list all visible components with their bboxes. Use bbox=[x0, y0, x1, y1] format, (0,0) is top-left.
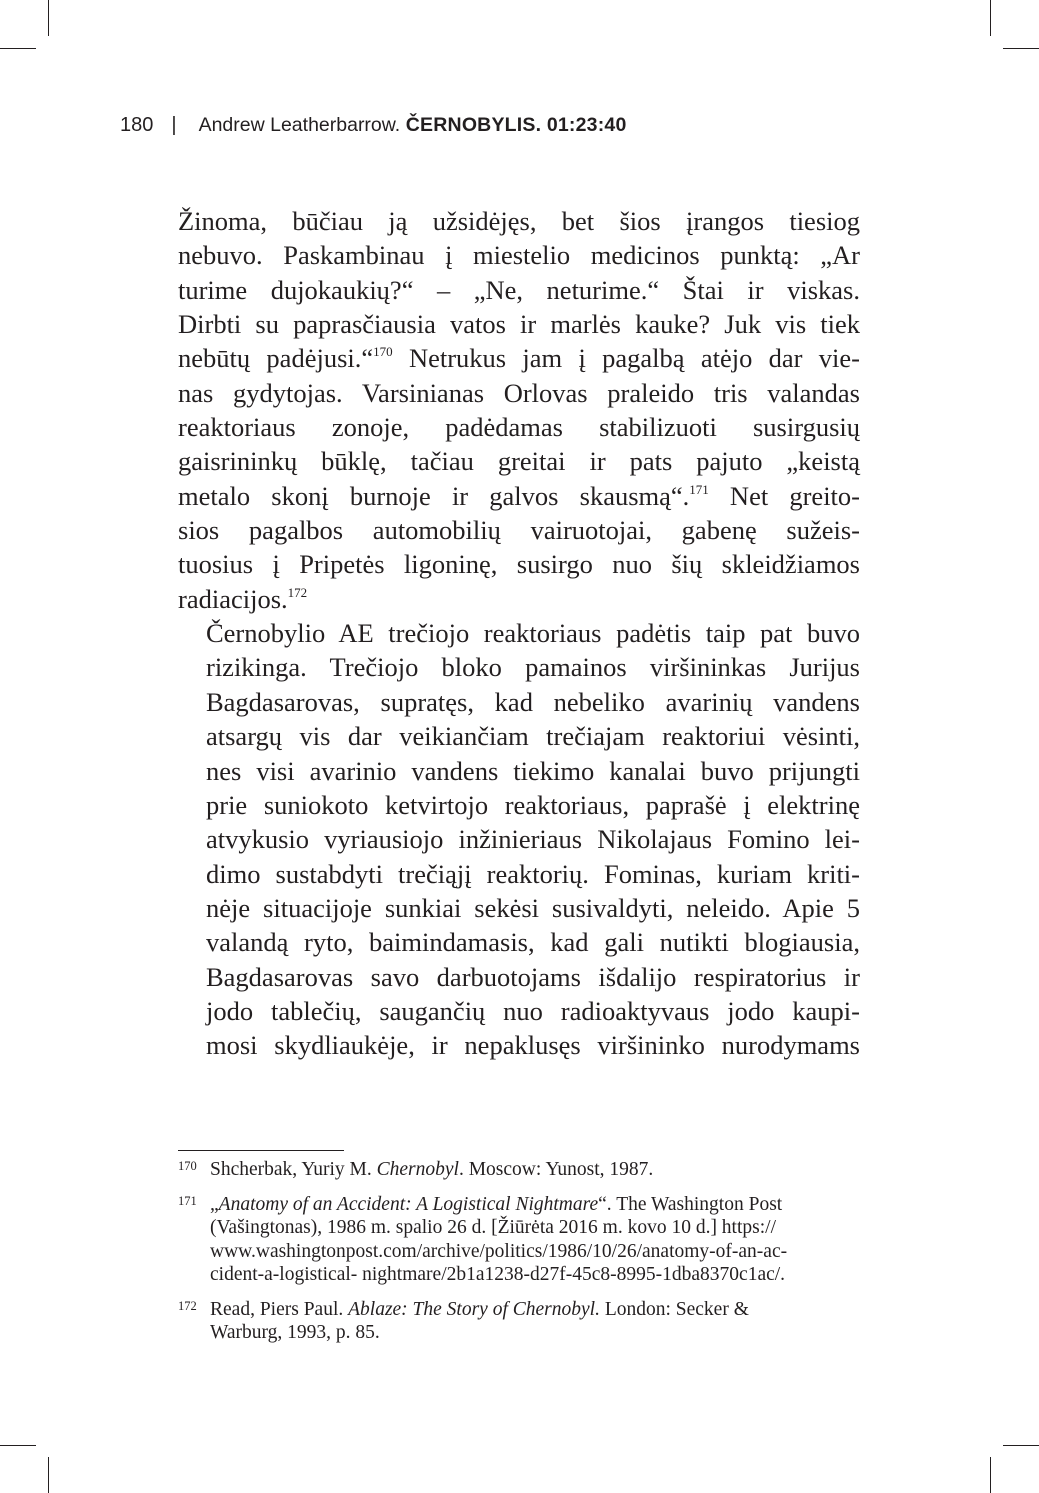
text-line: Dirbti su paprasčiausia vatos ir marlės kauke? Juk vis tiek bbox=[178, 309, 860, 340]
footnote-url-line[interactable]: www.washingtonpost.com/archive/politics/1986/10/26/anatomy-of-an-ac- bbox=[210, 1240, 788, 1262]
header-author: Andrew Leatherbarrow. bbox=[198, 114, 401, 136]
footnote-italic-title: Anatomy of an Accident: A Logistical Nightmare bbox=[218, 1193, 599, 1215]
text-line: turime dujokaukių?“ – „Ne, neturime.“ Štai ir viskas. bbox=[178, 274, 860, 305]
footnote-number: 171 bbox=[178, 1193, 197, 1208]
footnote-text: „ bbox=[210, 1193, 219, 1215]
crop-mark-bottom-right-horizontal bbox=[1003, 1445, 1039, 1446]
text-line: dimo sustabdyti trečiąjį reaktorių. Fominas, kuriam kriti- bbox=[206, 858, 860, 889]
text-line bbox=[178, 479, 860, 513]
text-fragment: nebūtų padėjusi.“ bbox=[178, 343, 374, 374]
text-line: gaisrininkų būklę, tačiau greitai ir pats pajuto „keistą bbox=[178, 446, 860, 477]
footnote-number: 170 bbox=[178, 1159, 197, 1173]
footnote-text: . Moscow: Yunost, 1987. bbox=[458, 1159, 654, 1180]
footnote-171 bbox=[178, 1193, 860, 1287]
text-line: mosi skydliaukėje, ir nepaklusęs viršininko nurodymams bbox=[206, 1030, 860, 1061]
text-fragment: metalo skonį burnoje ir galvos skausmą“. bbox=[178, 480, 690, 511]
footnote-text: Shcherbak, Yuriy M. bbox=[210, 1159, 377, 1180]
footnote-line bbox=[210, 1298, 860, 1322]
text-line bbox=[178, 341, 860, 375]
text-line: reaktoriaus zonoje, padėdamas stabilizuoti susirgusių bbox=[178, 412, 860, 443]
footnote-url-line[interactable]: cident-a-logistical- nightmare/2b1a1238-d27f-45c8-8995-1dba8370c1ac/. bbox=[210, 1264, 786, 1285]
text-line: nas gydytojas. Varsinianas Orlovas praleido tris valandas bbox=[178, 377, 860, 408]
footnote-number: 172 bbox=[178, 1298, 197, 1313]
text-line: Bagdasarovas, supratęs, kad nebeliko avarinių vandens bbox=[206, 686, 860, 717]
text-line: jodo tablečių, saugančių nuo radioaktyvaus jodo kaupi- bbox=[206, 995, 860, 1026]
text-line: nėje situacijoje sunkiai sekėsi susivaldyti, neleido. Apie 5 bbox=[206, 892, 860, 923]
footnote-line: Warburg, 1993, p. 85. bbox=[210, 1322, 380, 1343]
footnote-italic-title: Chernobyl bbox=[376, 1159, 459, 1180]
text-line: atvykusio vyriausiojo inžinieriaus Nikolajaus Fomino lei- bbox=[206, 824, 860, 855]
text-line: sios pagalbos automobilių vairuotojai, gabenę sužeis- bbox=[178, 515, 860, 546]
running-head bbox=[120, 112, 627, 138]
crop-mark-bottom-left-horizontal bbox=[0, 1445, 36, 1446]
crop-mark-top-right-horizontal bbox=[1003, 48, 1039, 49]
text-line: valandą ryto, baimindamasis, kad gali nutikti blogiausia, bbox=[206, 927, 860, 958]
footnote-text: London: Secker & bbox=[599, 1298, 749, 1320]
crop-mark-top-left-vertical bbox=[48, 0, 49, 36]
footnote-172 bbox=[178, 1298, 860, 1345]
header-book-title: ČERNOBYLIS. 01:23:40 bbox=[405, 114, 627, 136]
text-line: nebuvo. Paskambinau į miestelio medicinos punktą: „Ar bbox=[178, 240, 860, 271]
footnotes bbox=[178, 1158, 860, 1356]
footnote-ref-171[interactable]: 171 bbox=[689, 481, 709, 497]
footnote-line bbox=[210, 1158, 860, 1182]
text-line: prie suniokoto ketvirtojo reaktoriaus, paprašė į elektrinę bbox=[206, 789, 860, 820]
page-number: 180 bbox=[120, 114, 154, 136]
text-line: tuosius į Pripetės ligoninę, susirgo nuo šių skleidžiamos bbox=[178, 549, 860, 580]
footnote-170 bbox=[178, 1158, 860, 1182]
crop-mark-bottom-right-vertical bbox=[990, 1457, 991, 1493]
footnote-ref-172[interactable]: 172 bbox=[287, 584, 308, 600]
text-fragment: Netrukus jam į pagalbą atėjo dar vie- bbox=[392, 343, 860, 374]
footnote-italic-title: Ablaze: The Story of Chernobyl. bbox=[348, 1298, 600, 1320]
text-fragment: Net greito- bbox=[708, 480, 860, 511]
text-line: rizikinga. Trečiojo bloko pamainos viršininkas Jurijus bbox=[206, 652, 860, 683]
text-line: Bagdasarovas savo darbuotojams išdalijo respiratorius ir bbox=[206, 961, 860, 992]
text-line bbox=[178, 582, 860, 616]
crop-mark-bottom-left-vertical bbox=[48, 1457, 49, 1493]
footnote-line bbox=[210, 1193, 860, 1217]
text-line: Černobylio AE trečiojo reaktoriaus padėtis taip pat buvo bbox=[206, 618, 860, 649]
footnote-rule bbox=[178, 1150, 344, 1151]
crop-mark-top-right-vertical bbox=[990, 0, 991, 36]
footnote-text: “. The Washington Post bbox=[598, 1193, 783, 1215]
header-separator: | bbox=[171, 114, 177, 136]
crop-mark-top-left-horizontal bbox=[0, 48, 36, 49]
body-text bbox=[178, 204, 860, 1063]
text-fragment: radiacijos. bbox=[178, 583, 288, 614]
text-line: nes visi avarinio vandens tiekimo kanalai buvo prijungti bbox=[206, 755, 860, 786]
paragraph-2 bbox=[178, 616, 860, 1062]
paragraph-1 bbox=[178, 204, 860, 616]
text-line: atsargų vis dar veikiančiam trečiajam reaktoriui vėsinti, bbox=[206, 721, 860, 752]
footnote-text: Read, Piers Paul. bbox=[210, 1298, 349, 1320]
text-line: Žinoma, būčiau ją užsidėjęs, bet šios įrangos tiesiog bbox=[178, 206, 860, 236]
footnote-line: (Vašingtonas), 1986 m. spalio 26 d. [Žiūrėta 2016 m. kovo 10 d.] https:// bbox=[210, 1217, 776, 1238]
footnote-ref-170[interactable]: 170 bbox=[373, 344, 393, 360]
